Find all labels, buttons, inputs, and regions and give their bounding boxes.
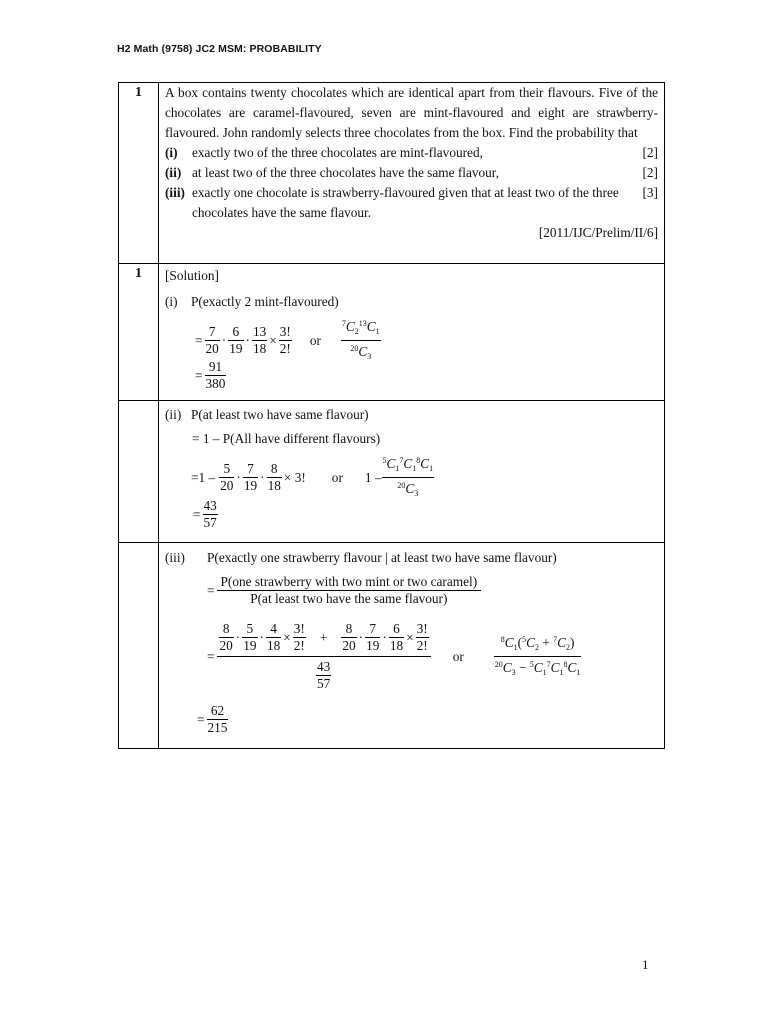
part-text: exactly one chocolate is strawberry-flavoured given that at least two of the three chocolates have the same flavour.	[192, 185, 619, 220]
question-cell	[159, 83, 665, 264]
question-part-i	[165, 143, 658, 163]
part-text: at least two of the three chocolates have the same flavour,	[192, 165, 500, 180]
fraction: $\frac{3!}{2!}$	[279, 324, 291, 356]
fraction: $\frac{8}{18}$	[267, 461, 281, 493]
document-header: H2 Math (9758) JC2 MSM: PROBABILITY	[117, 43, 322, 55]
combination-fraction: $\frac{^8C_1(^5C_2 + ^7C_2)}{^{20}C_3 - ^5C_1^7C_1^8C_1}$	[494, 632, 582, 681]
page-number: 1	[642, 957, 649, 972]
question-part-iii	[165, 183, 658, 223]
question-stem: A box contains twenty chocolates which are identical apart from their flavours. Five of the chocolates are caramel-flavoured, seven are mint-flavoured and eight are strawberry-flavoured. John randomly selects three chocolates from the box. Find the probability that	[165, 85, 658, 140]
part-label: (iii)	[165, 185, 185, 200]
fraction: $\frac{5}{20}$	[220, 461, 234, 493]
solution-number: 1	[135, 266, 142, 281]
or-label: or	[309, 332, 321, 348]
question-table	[118, 82, 665, 749]
solution-part-i-cell	[159, 264, 665, 401]
part-label: (ii)	[165, 165, 182, 180]
question-part-ii	[165, 163, 658, 183]
fraction: $\frac{13}{18}$	[252, 324, 267, 356]
answer-fraction: $\frac{91}{380}$	[205, 359, 226, 391]
part-marks: [2]	[642, 145, 658, 160]
question-reference: [2011/IJC/Prelim/II/6]	[538, 225, 658, 240]
solution-ii-label: (ii)	[165, 407, 182, 422]
solution-iii-number-cell	[119, 543, 159, 749]
compound-fraction: $\frac{8}{20}$ · $\frac{5}{19}$ · $\frac{4}{18}$ × $\frac{3!}{2!}$ + $\frac{8}{20}$ · $\frac{7}{19}$ · $\frac{6}{18}$ × $\frac{3!}{2!}$ $\frac{43}{57}$	[217, 621, 431, 692]
combination-fraction: $\frac{^5C_1^7C_1^8C_1}{^{20}C_3}$	[382, 453, 435, 502]
combination-fraction: $\frac{^7C_2^{13}C_1}{^{20}C_3}$	[341, 316, 381, 365]
ratio-fraction: $\frac{\text{P(one strawberry with two mint or two caramel)}}{\text{P(at least two have the same flavour)}}$	[217, 574, 482, 607]
solution-i-working: = $\frac{7}{20}$ · $\frac{6}{19}$ · $\frac{13}{18}$ × $\frac{3!}{2!}$ or $\frac{^7C_2^{13}C_1}{^{20}C_3}$	[193, 316, 381, 365]
fraction: $\frac{7}{20}$	[205, 324, 219, 356]
part-marks: [2]	[642, 165, 658, 180]
solution-iii-label: (iii)	[165, 550, 185, 565]
solution-i-answer: = $\frac{91}{380}$	[195, 359, 226, 391]
solution-iii-ratio: = $\frac{\text{P(one strawberry with two mint or two caramel)}}{\text{P(at least two have the same flavour)}}$	[205, 574, 481, 607]
or-label: or	[331, 469, 343, 485]
solution-part-iii-cell	[159, 543, 665, 749]
solution-ii-line2: = 1 – P(All have different flavours)	[192, 431, 381, 446]
solution-heading: [Solution]	[165, 268, 219, 283]
solution-ii-answer: = $\frac{43}{57}$	[193, 498, 217, 530]
solution-ii-working: =1 – $\frac{5}{20}$ · $\frac{7}{19}$ · $\frac{8}{18}$ × 3! or 1 – $\frac{^5C_1^7C_1^8C_1}{^{20}C_3}$	[191, 453, 434, 502]
solution-iii-working: = $\frac{8}{20}$ · $\frac{5}{19}$ · $\frac{4}{18}$ × $\frac{3!}{2!}$ + $\frac{8}{20}$ · $\frac{7}{19}$ · $\frac{6}{18}$ × $\frac{3!}{2!}$ $\frac{43}{57}$ or $\frac{^8C_1(^5C_2 + ^7C_2)}{^{20}C_3 - ^5C_1^7C_1^8C_1}$	[207, 621, 581, 691]
solution-part-ii-cell	[159, 401, 665, 543]
fraction: $\frac{6}{19}$	[229, 324, 243, 356]
or-label: or	[452, 648, 464, 664]
answer-fraction: $\frac{43}{57}$	[203, 498, 217, 530]
part-label: (i)	[165, 145, 178, 160]
solution-i-label: (i)	[165, 294, 178, 309]
solution-ii-statement: P(at least two have same flavour)	[191, 407, 369, 422]
fraction: $\frac{7}{19}$	[243, 461, 258, 493]
question-number-cell	[119, 83, 159, 264]
answer-fraction: $\frac{62}{215}$	[207, 703, 228, 735]
part-marks: [3]	[642, 185, 658, 200]
solution-iii-answer: = $\frac{62}{215}$	[197, 703, 228, 735]
solution-number-cell	[119, 264, 159, 401]
solution-iii-statement: P(exactly one strawberry flavour | at least two have same flavour)	[207, 550, 557, 565]
solution-ii-number-cell	[119, 401, 159, 543]
question-number: 1	[135, 85, 142, 100]
solution-i-statement: P(exactly 2 mint-flavoured)	[191, 294, 339, 309]
part-text: exactly two of the three chocolates are mint-flavoured,	[192, 145, 483, 160]
